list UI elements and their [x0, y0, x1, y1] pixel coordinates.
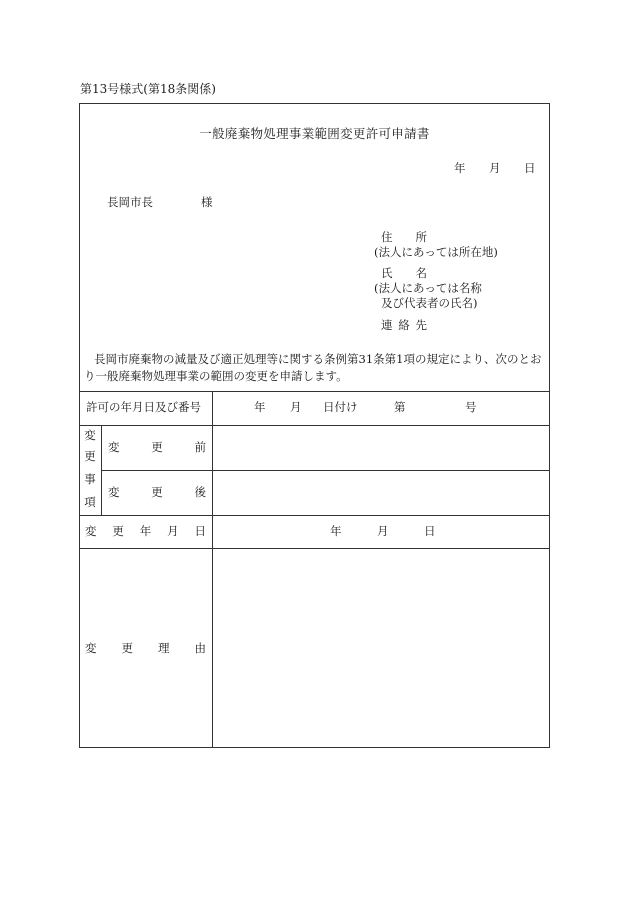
permit-dated-label: 日付け	[323, 400, 358, 414]
name-note-line-2: 及び代表者の氏名)	[381, 296, 478, 310]
name-label: 氏 名	[381, 266, 427, 280]
permit-label: 許可の年月日及び番号	[86, 400, 201, 414]
row-divider	[101, 470, 550, 471]
row-divider	[79, 425, 550, 426]
permit-month-label: 月	[290, 400, 302, 414]
permit-gou-label: 号	[465, 400, 477, 414]
table-top-rule	[79, 391, 550, 392]
change-date-label: 変 更 年 月 日	[85, 524, 206, 538]
date-year-label: 年	[454, 161, 466, 175]
statement-line-2: り一般廃棄物処理事業の範囲の変更を申請します。	[84, 369, 348, 383]
column-divider	[212, 391, 213, 748]
statement-line-1: 長岡市廃棄物の減量及び適正処理等に関する条例第31条第1項の規定により、次のとお	[94, 352, 542, 366]
permit-dai-label: 第	[394, 400, 406, 414]
after-change-label: 変 更 後	[108, 485, 206, 499]
contact-label: 連 絡 先	[381, 318, 427, 332]
address-note: (法人にあっては所在地)	[374, 245, 498, 259]
change-date-month-label: 月	[377, 524, 389, 538]
form-number: 第13号様式(第18条関係)	[80, 82, 216, 96]
date-day-label: 日	[524, 161, 536, 175]
change-reason-label: 変 更 理 由	[85, 641, 206, 655]
before-change-label: 変 更 前	[108, 440, 206, 454]
addressee-honorific: 様	[201, 195, 213, 209]
row-divider	[79, 548, 550, 549]
change-items-label-char: 更	[84, 449, 96, 463]
change-date-day-label: 日	[424, 524, 436, 538]
address-label: 住 所	[381, 230, 427, 244]
change-items-label-char: 事	[84, 472, 96, 486]
permit-year-label: 年	[254, 400, 266, 414]
change-items-label-char: 項	[84, 495, 96, 509]
change-date-year-label: 年	[330, 524, 342, 538]
change-items-label-char: 変	[84, 428, 96, 442]
date-month-label: 月	[489, 161, 501, 175]
document-title: 一般廃棄物処理事業範囲変更許可申請書	[199, 126, 430, 141]
addressee-name: 長岡市長	[107, 195, 153, 209]
name-note-line-1: (法人にあっては名称	[374, 281, 482, 295]
row-divider	[79, 515, 550, 516]
column-divider	[101, 425, 102, 515]
